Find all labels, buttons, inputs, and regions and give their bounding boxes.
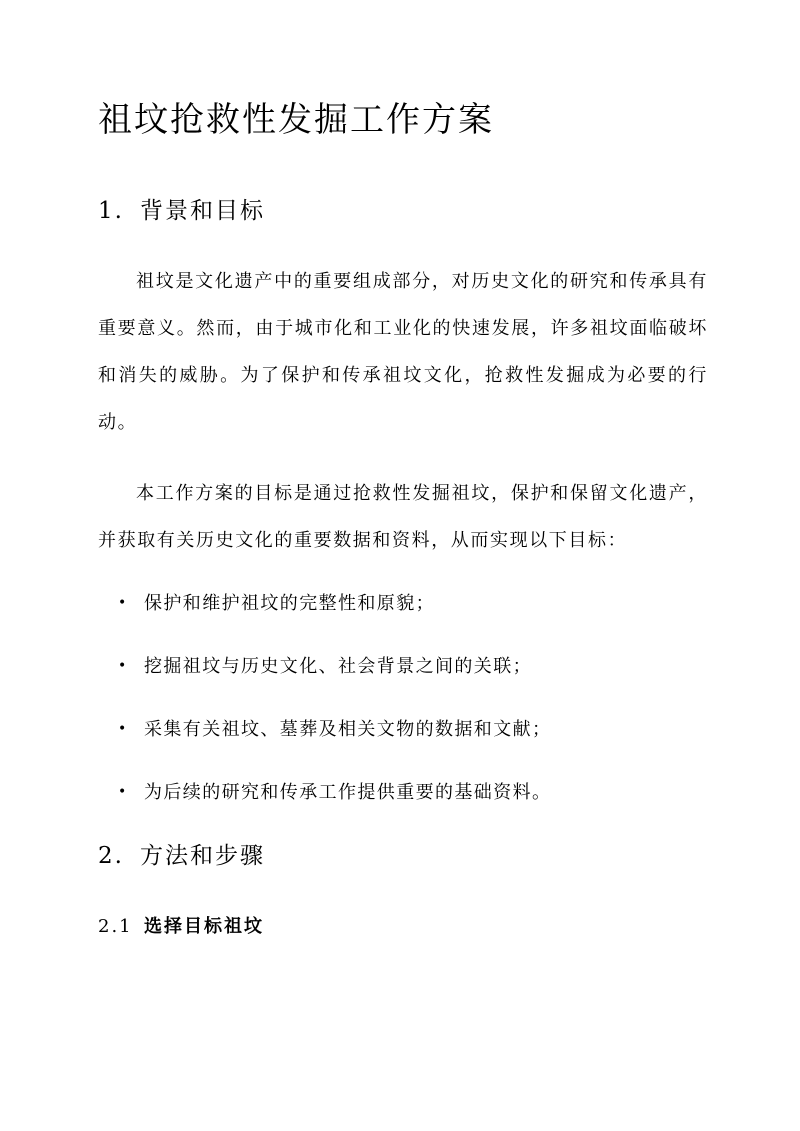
document-title: 祖坟抢救性发掘工作方案 <box>98 100 494 140</box>
section-1-paragraph-1: 祖坟是文化遗产中的重要组成部分，对历史文化的研究和传承具有重要意义。然而，由于城市化和工业化的快速发展，许多祖坟面临破坏和消失的威胁。为了保护和传承祖坟文化，抢救性发掘成为必要的行动。 <box>98 271 708 433</box>
list-item-text: 挖掘祖坟与历史文化、社会背景之间的关联； <box>144 656 532 677</box>
section-2-1-title: 选择目标祖坟 <box>144 916 264 937</box>
list-item <box>98 580 708 643</box>
bullet-icon: • <box>118 658 128 674</box>
section-2-title: 方法和步骤 <box>140 843 265 869</box>
section-2-heading <box>98 840 265 872</box>
list-item <box>98 769 708 832</box>
list-item <box>98 643 708 706</box>
list-item <box>98 706 708 769</box>
bullet-icon: • <box>118 784 128 800</box>
section-1-number: 1. <box>98 198 124 224</box>
goals-list <box>98 580 708 832</box>
section-2-1-heading <box>98 913 264 941</box>
section-2-1-number: 2.1 <box>98 916 133 937</box>
section-1-heading <box>98 195 265 227</box>
section-1-paragraph-2: 本工作方案的目标是通过抢救性发掘祖坟，保护和保留文化遗产，并获取有关历史文化的重要数据和资料，从而实现以下目标： <box>98 483 708 551</box>
list-item-text: 保护和维护祖坟的完整性和原貌； <box>144 593 435 614</box>
bullet-icon: • <box>118 595 128 611</box>
bullet-icon: • <box>118 721 128 737</box>
list-item-text: 为后续的研究和传承工作提供重要的基础资料。 <box>144 782 552 803</box>
section-2-number: 2. <box>98 843 124 869</box>
section-1-title: 背景和目标 <box>140 198 265 224</box>
list-item-text: 采集有关祖坟、墓葬及相关文物的数据和文献； <box>144 719 552 740</box>
